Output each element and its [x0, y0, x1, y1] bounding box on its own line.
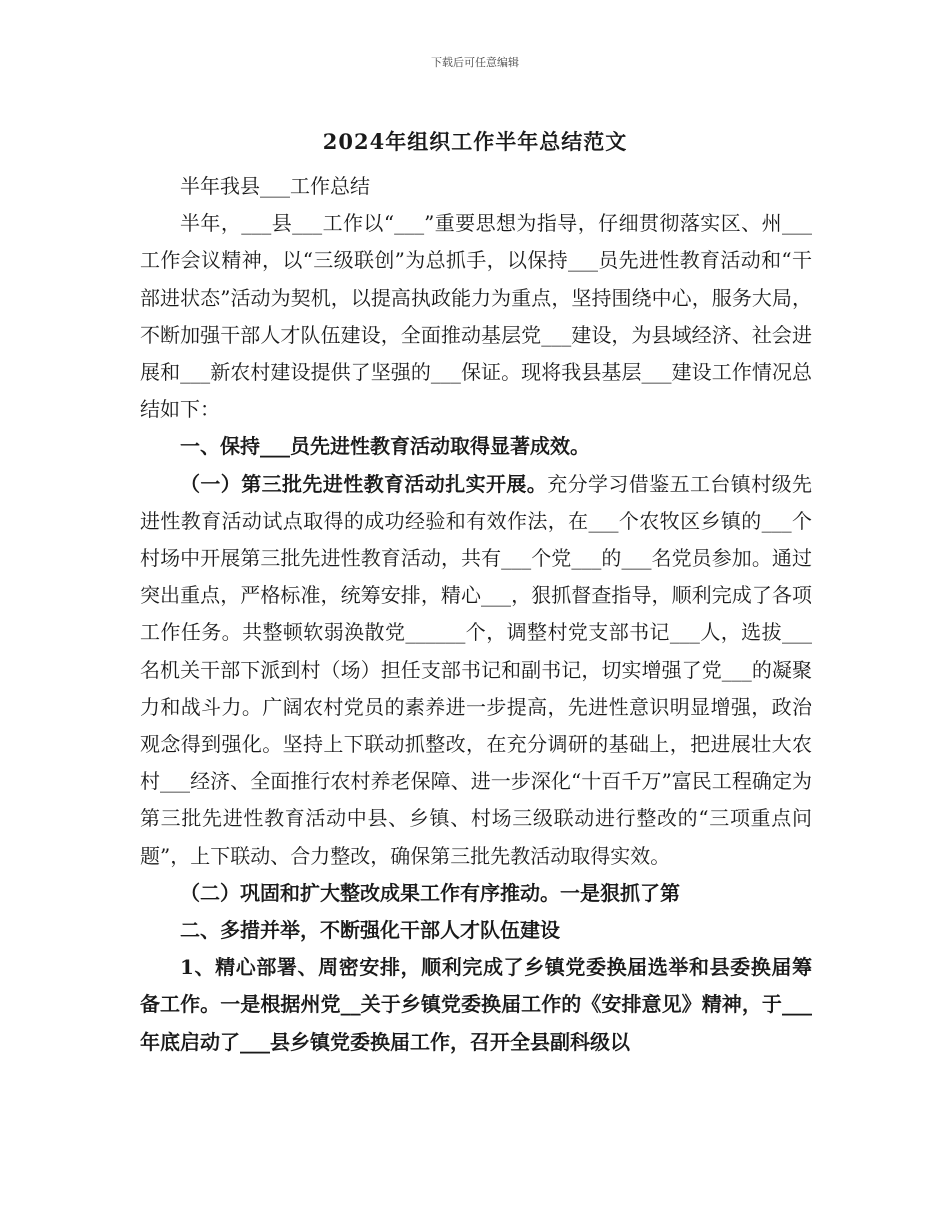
- section-heading-2: 二、多措并举，不断强化干部人才队伍建设: [180, 918, 560, 943]
- subsection-heading-1-1: （一）第三批先进性教育活动扎实开展。: [180, 471, 548, 496]
- paragraph-intro: 半年，___县___工作以“___”重要思想为指导，仔细贯彻落实区、州___工作会议精神，以“三级联创”为总抓手，以保持___员先进性教育活动和“干部进状态”活动为契机，以提高执政能力为重点，坚持围绕中心，服务大局，不断加强干部人才队伍建设，全面推动基层党___建设，为县域经济、社会进展和___新农村建设提供了坚强的___保证。现将我县基层___建设工作情况总结如下：: [140, 211, 812, 422]
- paragraph-subtitle: 半年我县___工作总结: [180, 174, 370, 198]
- document-body: [140, 168, 812, 1061]
- subsection-text-1-1: 充分学习借鉴五工台镇村级先进性教育活动试点取得的成功经验和有效作法，在___个农牧区乡镇的___个村场中开展第三批先进性教育活动，共有___个党___的___名党员参加。通过突出重点，严格标准，统筹安排，精心___，狠抓督查指导，顺利完成了各项工作任务。共整顿软弱涣散党______个，调整村党支部书记___人，选拔___名机关干部下派到村（场）担任支部书记和副书记，切实增强了党___的凝聚力和战斗力。广阔农村党员的素养进一步提高，先进性意识明显增强，政治观念得到强化。坚持上下联动抓整改，在充分调研的基础上，把进展壮大农村___经济、全面推行农村养老保障、进一步深化“十百千万”富民工程确定为第三批先进性教育活动中县、乡镇、村场三级联动进行整改的“三项重点问题”，上下联动、合力整改，确保第三批先教活动取得实效。: [140, 471, 813, 868]
- paragraph-section-1-1: [140, 466, 812, 875]
- document-title: 2024年组织工作半年总结范文: [322, 129, 628, 154]
- header-note: 下载后可任意编辑: [431, 56, 519, 69]
- subsection-heading-1-2: （二）巩固和扩大整改成果工作有序推动。一是狠抓了第: [180, 880, 680, 905]
- paragraph-section-2-1: 1、精心部署、周密安排，顺利完成了乡镇党委换届选举和县委换届筹备工作。一是根据州党__关于乡镇党委换届工作的《安排意见》精神，于___年底启动了___县乡镇党委换届工作，召开全县副科级以: [140, 955, 812, 1054]
- section-heading-1: 一、保持___员先进性教育活动取得显著成效。: [180, 434, 590, 459]
